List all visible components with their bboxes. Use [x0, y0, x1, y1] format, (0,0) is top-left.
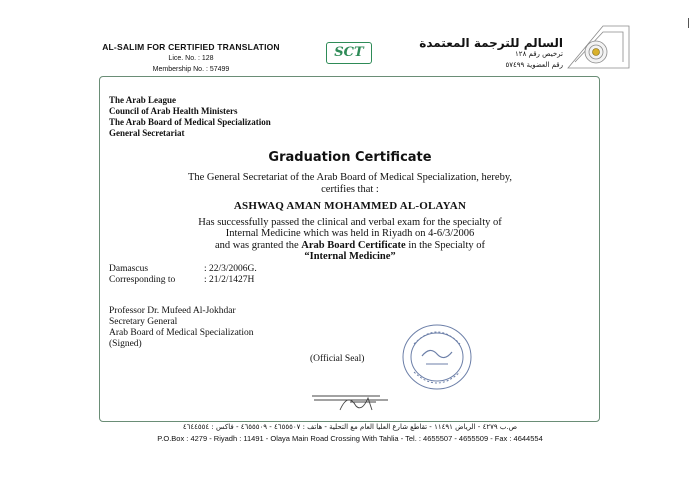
specialty-name: “Internal Medicine”: [304, 251, 396, 262]
sct-logo: SCT: [326, 42, 372, 64]
signatory-line: Professor Dr. Mufeed Al-Jokhdar: [109, 306, 236, 316]
org-line: Council of Arab Health Ministers: [109, 106, 238, 116]
company-name-ar: السالم للترجمة المعتمدة: [419, 36, 563, 50]
certificate-body: [110, 172, 590, 263]
org-line: The Arab League: [109, 95, 177, 105]
header-arabic: [393, 38, 563, 71]
issue-dates: [109, 264, 257, 286]
signatory-line: Arab Board of Medical Specialization: [109, 328, 254, 338]
gregorian-date: : 22/3/2006G.: [204, 264, 257, 274]
intro-line: The General Secretariat of the Arab Board of Medical Specialization, hereby,: [187, 172, 513, 183]
body-line-part: in the Specialty of: [405, 239, 486, 251]
place-label: Damascus: [109, 264, 149, 274]
scan-edge-mark: [688, 18, 689, 28]
intro-line: certifies that :: [321, 183, 379, 195]
license-number-en: Lice. No. : 128: [168, 55, 214, 62]
footer-contact: [110, 422, 590, 444]
certificate-type: Arab Board Certificate: [301, 239, 406, 251]
hijri-date: : 21/2/1427H: [204, 275, 255, 285]
body-line-part: and was granted the: [214, 239, 302, 251]
membership-number-ar: رقم العضوية ٥٧٤٩٩: [505, 61, 563, 69]
body-line: Internal Medicine which was held in Riyadh on 4-6/3/2006: [225, 228, 475, 239]
license-number-ar: ترخيص رقم ١٢٨: [515, 50, 563, 58]
body-line: [110, 240, 590, 252]
official-seal-label: (Official Seal): [310, 354, 365, 364]
signatory-block: [109, 306, 254, 350]
signatory-line: Secretary General: [109, 317, 178, 327]
corresponding-label: Corresponding to: [109, 275, 176, 285]
recipient-name: ASHWAQ AMAN MOHAMMED AL-OLAYAN: [233, 200, 467, 212]
footer-address-en: P.O.Box : 4279 - Riyadh : 11491 - Olaya Main Road Crossing With Tahlia - Tel. : 4655507 - 4655509 - Fax : 4644554: [157, 434, 543, 443]
certificate-title: Graduation Certificate: [268, 150, 432, 165]
header-english: [96, 42, 286, 75]
signatory-line: (Signed): [109, 339, 142, 349]
org-line: General Secretariat: [109, 128, 185, 138]
membership-number-en: Membership No. : 57499: [152, 66, 230, 73]
company-emblem-icon: [563, 18, 633, 78]
company-name-en: AL-SALIM FOR CERTIFIED TRANSLATION: [102, 42, 280, 52]
translator-signature-icon: [310, 386, 400, 414]
body-line: Has successfully passed the clinical and verbal exam for the specialty of: [198, 216, 502, 228]
footer-address-ar: ص.ب ٤٢٧٩ - الرياض ١١٤٩١ - تقاطع شارع العليا العام مع التحلية - هاتف : ٤٦٥٥٥٠٧ - ٤٦٥٥٥٠٩ - فاكس : ٤٦٤٤٥٥٤: [182, 423, 518, 431]
org-line: The Arab Board of Medical Specialization: [109, 117, 271, 127]
issuing-organization: [109, 95, 271, 139]
translator-stamp-icon: [400, 322, 474, 392]
